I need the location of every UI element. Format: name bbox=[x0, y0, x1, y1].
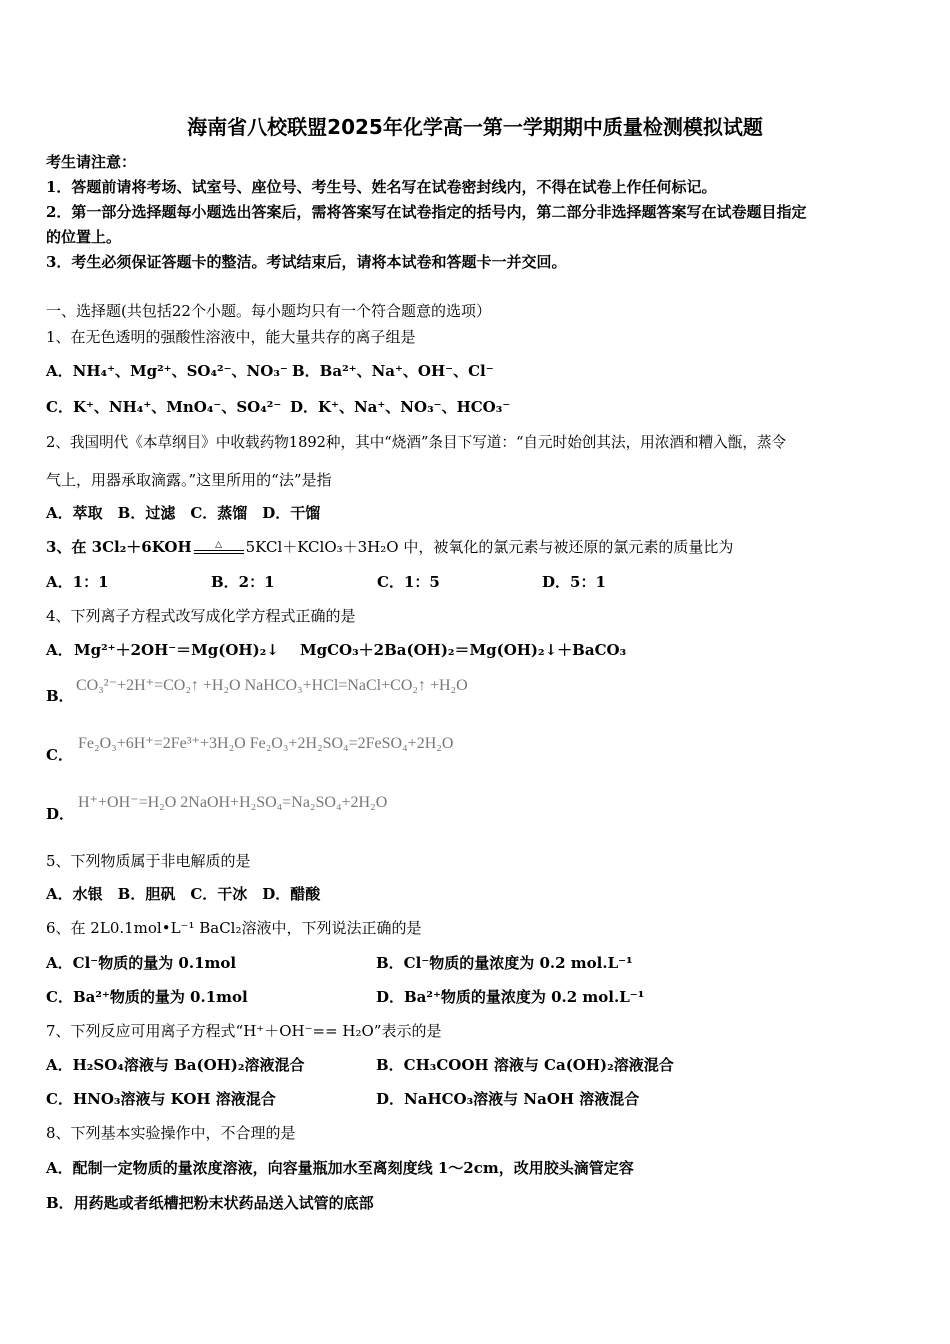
q6-stem: 6、在 2L0.1mol•L⁻¹ BaCl₂溶液中，下列说法正确的是 bbox=[46, 919, 422, 937]
q4-stem: 4、下列离子方程式改写成化学方程式正确的是 bbox=[46, 607, 356, 625]
q1-option-a: A．NH₄⁺、Mg²⁺、SO₄²⁻、NO₃⁻ bbox=[46, 362, 288, 380]
q1-stem: 1、在无色透明的强酸性溶液中，能大量共存的离子组是 bbox=[46, 328, 416, 346]
q7-option-a: A．H₂SO₄溶液与 Ba(OH)₂溶液混合 bbox=[46, 1056, 305, 1074]
q3-option-c: C．1：5 bbox=[377, 573, 440, 591]
page-title: 海南省八校联盟2025年化学高一第一学期期中质量检测模拟试题 bbox=[187, 115, 763, 139]
q7-option-d: D．NaHCO₃溶液与 NaOH 溶液混合 bbox=[376, 1090, 640, 1108]
q4-option-b-equation: CO₃²⁻+2H⁺=CO₂↑ +H₂O NaHCO₃+HCl=NaCl+CO₂↑ +H₂O bbox=[76, 677, 468, 694]
q6-option-a: A．Cl⁻物质的量为 0.1mol bbox=[46, 954, 237, 972]
q7-option-c: C．HNO₃溶液与 KOH 溶液混合 bbox=[46, 1090, 276, 1108]
q8-option-a: A．配制一定物质的量浓度溶液，向容量瓶加水至离刻度线 1～2cm，改用胶头滴管定容 bbox=[46, 1159, 634, 1177]
q4-option-a-ionic: Mg²⁺＋2OH⁻＝Mg(OH)₂↓ bbox=[74, 641, 279, 659]
q4-option-b-label: B． bbox=[46, 687, 74, 705]
q4-option-c-equation: Fe₂O₃+6H⁺=2Fe³⁺+3H₂O Fe₂O₃+2H₂SO₄=2FeSO₄+2H₂O bbox=[78, 735, 454, 752]
q4-option-c-label: C． bbox=[46, 746, 73, 764]
q3-option-b: B．2：1 bbox=[211, 573, 275, 591]
q6-option-c: C．Ba²⁺物质的量为 0.1mol bbox=[46, 988, 248, 1006]
q1-option-c: C．K⁺、NH₄⁺、MnO₄⁻、SO₄²⁻ bbox=[46, 398, 282, 416]
q7-option-b: B．CH₃COOH 溶液与 Ca(OH)₂溶液混合 bbox=[376, 1056, 674, 1074]
q2-stem-line-2: 气上，用器承取滴露。”这里所用的“法”是指 bbox=[46, 471, 332, 489]
q4-option-d-equation: H⁺+OH⁻=H₂O 2NaOH+H₂SO₄=Na₂SO₄+2H₂O bbox=[78, 794, 388, 811]
q5-options: A．水银 B．胆矾 C．干冰 D．醋酸 bbox=[46, 885, 321, 903]
q3-stem bbox=[46, 537, 733, 557]
q3-stem-post: 5KCl＋KClO₃＋3H₂O 中，被氧化的氯元素与被还原的氯元素的质量比为 bbox=[245, 538, 734, 556]
section-heading: 一、选择题(共包括22个小题。每小题均只有一个符合题意的选项） bbox=[46, 302, 491, 320]
notice-item-1: 1．答题前请将考场、试室号、座位号、考生号、姓名写在试卷密封线内，不得在试卷上作任何标记。 bbox=[46, 178, 717, 196]
heat-condition bbox=[194, 542, 244, 554]
q4-option-a-label: A． bbox=[46, 641, 73, 659]
q3-option-d: D．5：1 bbox=[542, 573, 606, 591]
notice-item-2-line-1: 2．第一部分选择题每小题选出答案后，需将答案写在试卷指定的括号内，第二部分非选择题答案写在试卷题目指定 bbox=[46, 203, 807, 221]
q4-option-a-chemical: MgCO₃＋2Ba(OH)₂＝Mg(OH)₂↓＋BaCO₃ bbox=[300, 641, 627, 659]
q1-option-b: B．Ba²⁺、Na⁺、OH⁻、Cl⁻ bbox=[292, 362, 494, 380]
q2-options: A．萃取 B．过滤 C．蒸馏 D．干馏 bbox=[46, 504, 321, 522]
q6-option-b: B．Cl⁻物质的量浓度为 0.2 mol.L⁻¹ bbox=[376, 954, 633, 972]
q1-option-d: D．K⁺、Na⁺、NO₃⁻、HCO₃⁻ bbox=[290, 398, 511, 416]
notice-heading: 考生请注意： bbox=[46, 153, 137, 171]
notice-item-3: 3．考生必须保证答题卡的整洁。考试结束后，请将本试卷和答题卡一并交回。 bbox=[46, 253, 567, 271]
q3-stem-pre: 3、在 3Cl₂＋6KOH bbox=[46, 538, 192, 556]
q4-option-d-label: D． bbox=[46, 805, 75, 823]
q8-stem: 8、下列基本实验操作中，不合理的是 bbox=[46, 1124, 296, 1142]
q2-stem-line-1: 2、我国明代《本草纲目》中收载药物1892种，其中“烧酒”条目下写道：“自元时始创其法，用浓酒和糟入甑，蒸令 bbox=[46, 434, 787, 451]
q3-option-a: A．1：1 bbox=[46, 573, 109, 591]
q7-stem: 7、下列反应可用离子方程式“H⁺＋OH⁻== H₂O”表示的是 bbox=[46, 1022, 442, 1040]
heat-symbol: △ bbox=[215, 540, 223, 550]
q8-option-b: B．用药匙或者纸槽把粉末状药品送入试管的底部 bbox=[46, 1194, 374, 1212]
q5-stem: 5、下列物质属于非电解质的是 bbox=[46, 852, 251, 870]
q6-option-d: D．Ba²⁺物质的量浓度为 0.2 mol.L⁻¹ bbox=[376, 988, 645, 1006]
notice-item-2-line-2: 的位置上。 bbox=[46, 228, 122, 246]
